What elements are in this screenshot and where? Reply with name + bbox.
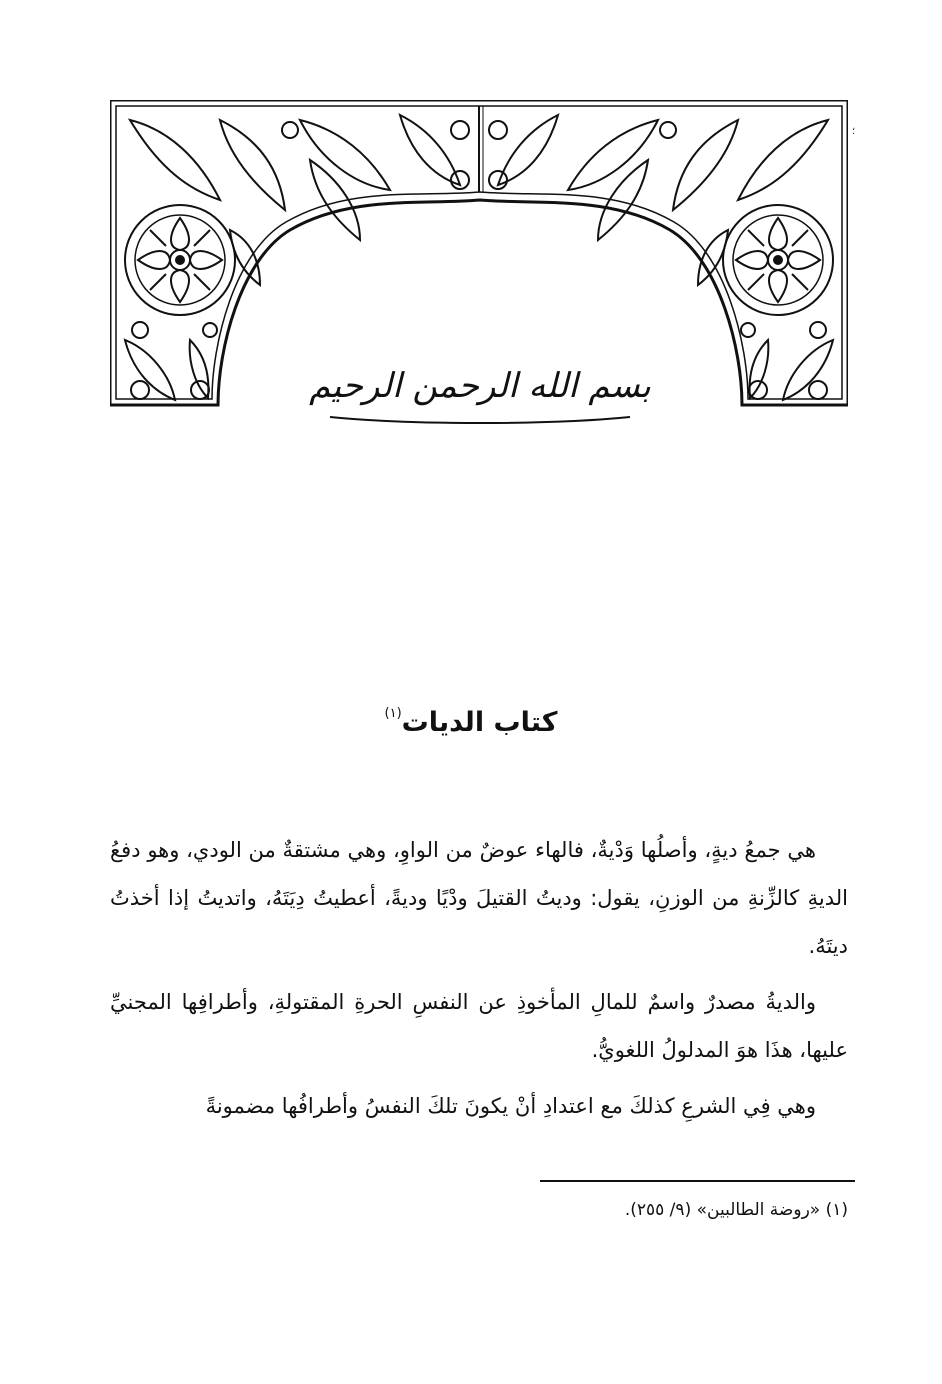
basmala-calligraphy — [290, 345, 670, 435]
page-side-mark: ؛ — [852, 126, 856, 137]
chapter-title-text: كتاب الديات — [401, 707, 558, 738]
footnote: (١) «روضة الطالبين» (٩/ ٢٥٥). — [624, 1200, 848, 1220]
paragraph: هي جمعُ ديةٍ، وأصلُها وَدْيةٌ، فالهاء عوضٌ من الواوِ، وهي مشتقةٌ من الودي، وهو دفعُ الديةِ كالزِّنةِ من الوزنِ، يقول: وديتُ القتيلَ ودْيًا وديةً، أعطيتُ دِيَتَهُ، واتديتُ إذا أخذتُ ديتَهُ. — [110, 838, 848, 958]
basmala-text: بسم الله الرحمن الرحيم — [309, 366, 651, 406]
paragraph: والديةُ مصدرٌ واسمٌ للمالِ المأخوذِ عن النفسِ الحرةِ المقتولةِ، وأطرافِها المجنيِّ عليها، هذَا هوَ المدلولُ اللغويُّ. — [110, 990, 848, 1062]
paragraph: وهي فِي الشرعِ كذلكَ مع اعتدادِ أنْ يكونَ تلكَ النفسُ وأطرافُها مضمونةً — [205, 1094, 816, 1118]
footnote-separator — [540, 1180, 855, 1182]
body-text — [110, 826, 848, 1138]
chapter-title — [0, 694, 942, 743]
footnote-reference: (١) — [384, 706, 402, 721]
